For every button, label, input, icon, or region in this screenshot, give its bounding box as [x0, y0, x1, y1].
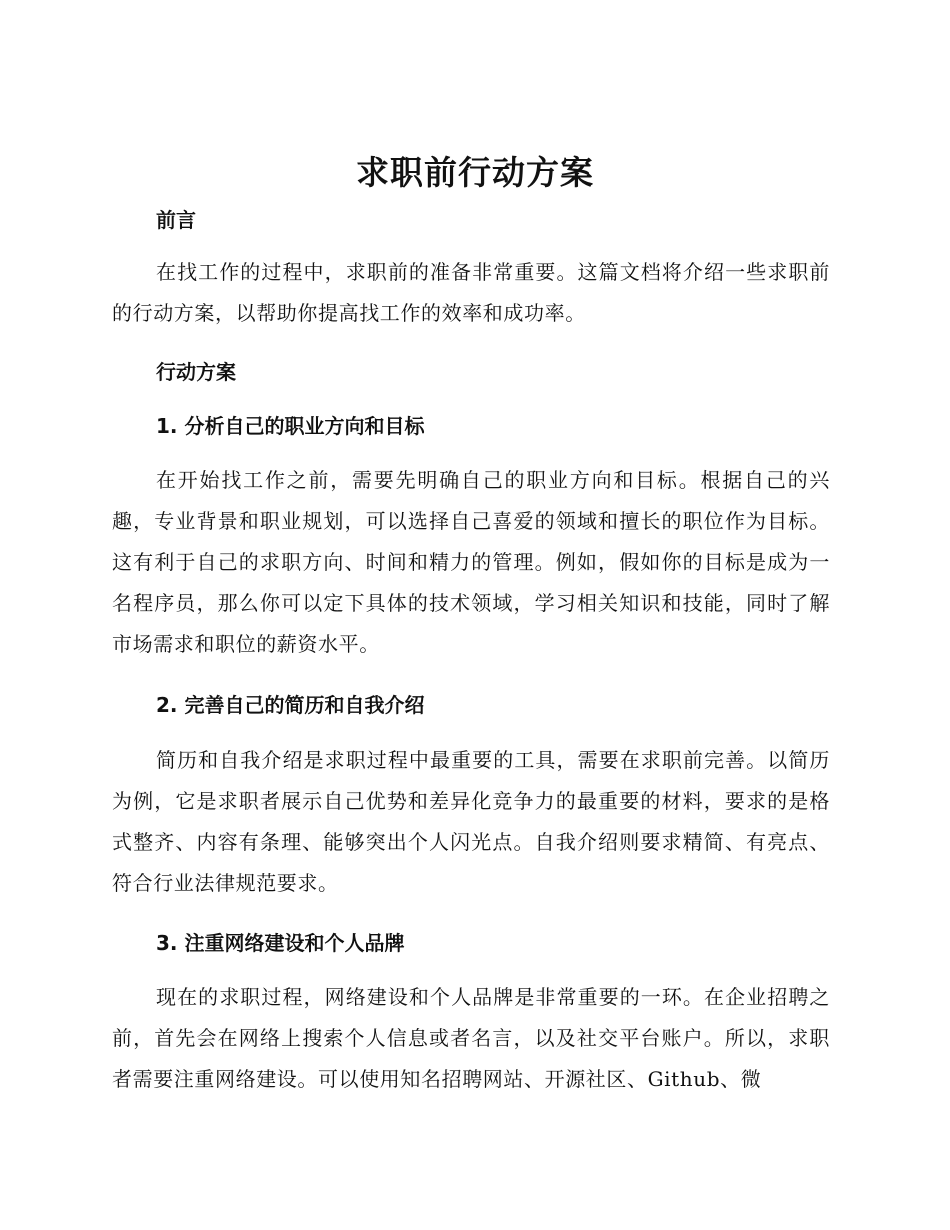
section-heading-action-plan: 行动方案	[156, 360, 236, 384]
paragraph-step-1: 在开始找工作之前，需要先明确自己的职业方向和目标。根据自己的兴趣，专业背景和职业规划，可以选择自己喜爱的领域和擅长的职位作为目标。这有利于自己的求职方向、时间和精力的管理。例如，假如你的目标是成为一名程序员，那么你可以定下具体的技术领域，学习相关知识和技能，同时了解市场需求和职位的薪资水平。	[112, 468, 830, 656]
step-heading-2: 2. 完善自己的简历和自我介绍	[156, 693, 425, 717]
paragraph-step-3: 现在的求职过程，网络建设和个人品牌是非常重要的一环。在企业招聘之前，首先会在网络上搜索个人信息或者名言，以及社交平台账户。所以，求职者需要注重网络建设。可以使用知名招聘网站、开源社区、Github、微	[112, 985, 830, 1091]
document-title: 求职前行动方案	[356, 153, 594, 192]
section-heading-preface: 前言	[156, 208, 196, 232]
step-heading-3: 3. 注重网络建设和个人品牌	[156, 931, 405, 955]
paragraph-preface: 在找工作的过程中，求职前的准备非常重要。这篇文档将介绍一些求职前的行动方案，以帮助你提高找工作的效率和成功率。	[112, 260, 830, 325]
step-heading-1: 1. 分析自己的职业方向和目标	[156, 414, 425, 438]
paragraph-step-2: 简历和自我介绍是求职过程中最重要的工具，需要在求职前完善。以简历为例，它是求职者展示自己优势和差异化竞争力的最重要的材料，要求的是格式整齐、内容有条理、能够突出个人闪光点。自我介绍则要求精简、有亮点、符合行业法律规范要求。	[112, 748, 830, 895]
